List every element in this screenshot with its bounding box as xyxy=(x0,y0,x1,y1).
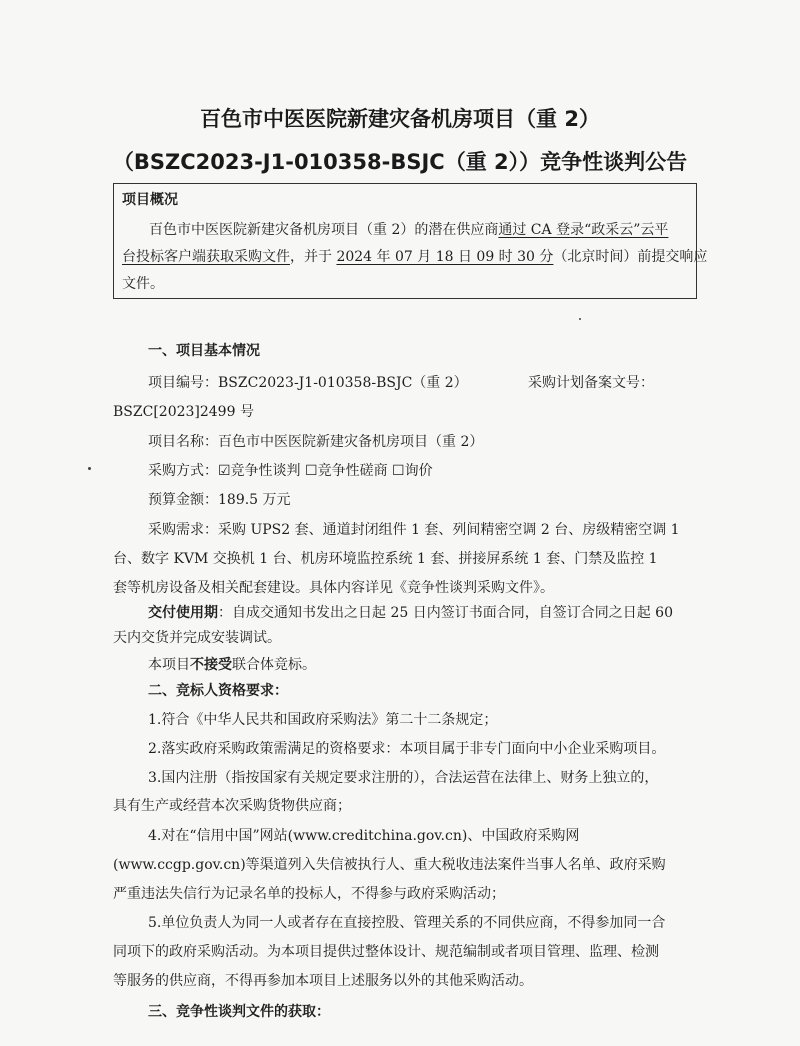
method-option-negotiation: ☑竞争性谈判 xyxy=(218,463,301,479)
record-number-label: 采购计划备案文号： xyxy=(528,375,654,391)
qualification-item-1: 1.符合《中华人民共和国政府采购法》第二十二条规定； xyxy=(148,712,498,728)
procurement-method xyxy=(148,460,433,480)
qualification-item-5-line-1: 5.单位负责人为同一人或者存在直接控股、管理关系的不同供应商，不得参加同一合 xyxy=(148,915,666,931)
method-option-inquiry: ☐询价 xyxy=(392,463,433,479)
scan-speck xyxy=(88,467,91,470)
overview-text: 的潜在供应商 xyxy=(414,222,499,238)
project-overview-box xyxy=(113,183,708,299)
overview-client-download: 台投标客户端获取采购文件 xyxy=(122,249,290,265)
consortium-text: 本项目 xyxy=(148,657,190,673)
delivery-label: 交付使用期 xyxy=(148,605,218,621)
record-number: BSZC[2023]2499 号 xyxy=(113,404,254,420)
overview-text: ，并于 xyxy=(290,249,337,265)
qualification-item-4-line-2: (www.ccgp.gov.cn)等渠道列入失信被执行人、重大税收违法案件当事人名单、政府采购 xyxy=(113,857,666,873)
scan-speck xyxy=(579,318,581,320)
document-title-line1: 百色市中医医院新建灾备机房项目（重 2） xyxy=(200,107,600,131)
qualification-item-3-line-2: 具有生产或经营本次采购货物供应商； xyxy=(113,798,351,814)
demand-line-3: 套等机房设备及相关配套建设。具体内容详见《竞争性谈判采购文件》。 xyxy=(113,580,554,596)
overview-text: （北京时间）前提交响应 xyxy=(553,249,708,265)
qualification-item-2: 2.落实政府采购政策需满足的资格要求：本项目属于非专门面向中小企业采购项目。 xyxy=(148,741,666,757)
overview-project-name: 百色市中医医院新建灾备机房项目（重 2） xyxy=(149,222,415,238)
qualification-item-4-line-3: 严重违法失信行为记录名单的投标人，不得参与政府采购活动； xyxy=(113,886,505,902)
overview-line-3: 文件。 xyxy=(122,276,164,292)
budget: 预算金额：189.5 万元 xyxy=(148,492,291,508)
section2-heading: 二、竞标人资格要求： xyxy=(148,683,288,699)
delivery-line-1 xyxy=(148,602,673,622)
overview-line-1 xyxy=(149,219,668,239)
delivery-text: ：自成交通知书发出之日起 25 日内签订书面合同，自签订合同之日起 60 xyxy=(218,605,673,621)
document-title-line2: （BSZC2023-J1-010358-BSJC（重 2））竞争性谈判公告 xyxy=(112,150,688,174)
overview-ca-login: 通过 CA 登录“政采云”云平 xyxy=(498,222,669,238)
overview-deadline: 2024 年 07 月 18 日 09 时 30 分 xyxy=(336,249,554,265)
overview-line-2 xyxy=(122,246,707,266)
demand-line-1: 采购需求：采购 UPS2 套、通道封闭组件 1 套、列间精密空调 2 台、房级精密空调 1 xyxy=(148,522,680,538)
project-name: 项目名称：百色市中医医院新建灾备机房项目（重 2） xyxy=(148,434,484,450)
demand-line-2: 台、数字 KVM 交换机 1 台、机房环境监控系统 1 套、拼接屏系统 1 套、门禁及监控 1 xyxy=(113,551,658,567)
project-number: 项目编号：BSZC2023-J1-010358-BSJC（重 2） xyxy=(148,375,468,391)
qualification-item-3-line-1: 3.国内注册（指按国家有关规定要求注册的），合法运营在法律上、财务上独立的， xyxy=(148,770,659,786)
qualification-item-4-line-1: 4.对在“信用中国”网站(www.creditchina.gov.cn)、中国政府采购网 xyxy=(148,828,580,844)
consortium-text: 联合体竞标。 xyxy=(232,657,316,673)
method-option-consultation: ☐竞争性磋商 xyxy=(305,463,388,479)
consortium-not-accepted: 不接受 xyxy=(190,657,232,673)
section3-heading: 三、竞争性谈判文件的获取： xyxy=(148,1004,330,1020)
qualification-item-5-line-3: 等服务的供应商，不得再参加本项目上述服务以外的其他采购活动。 xyxy=(113,973,533,989)
section1-heading: 一、项目基本情况 xyxy=(148,343,260,359)
method-label: 采购方式： xyxy=(148,463,218,479)
qualification-item-5-line-2: 同项下的政府采购活动。为本项目提供过整体设计、规范编制或者项目管理、监理、检测 xyxy=(113,944,659,960)
delivery-line-2: 天内交货并完成安装调试。 xyxy=(113,630,281,646)
overview-heading: 项目概况 xyxy=(122,192,178,208)
consortium-note xyxy=(148,654,316,674)
